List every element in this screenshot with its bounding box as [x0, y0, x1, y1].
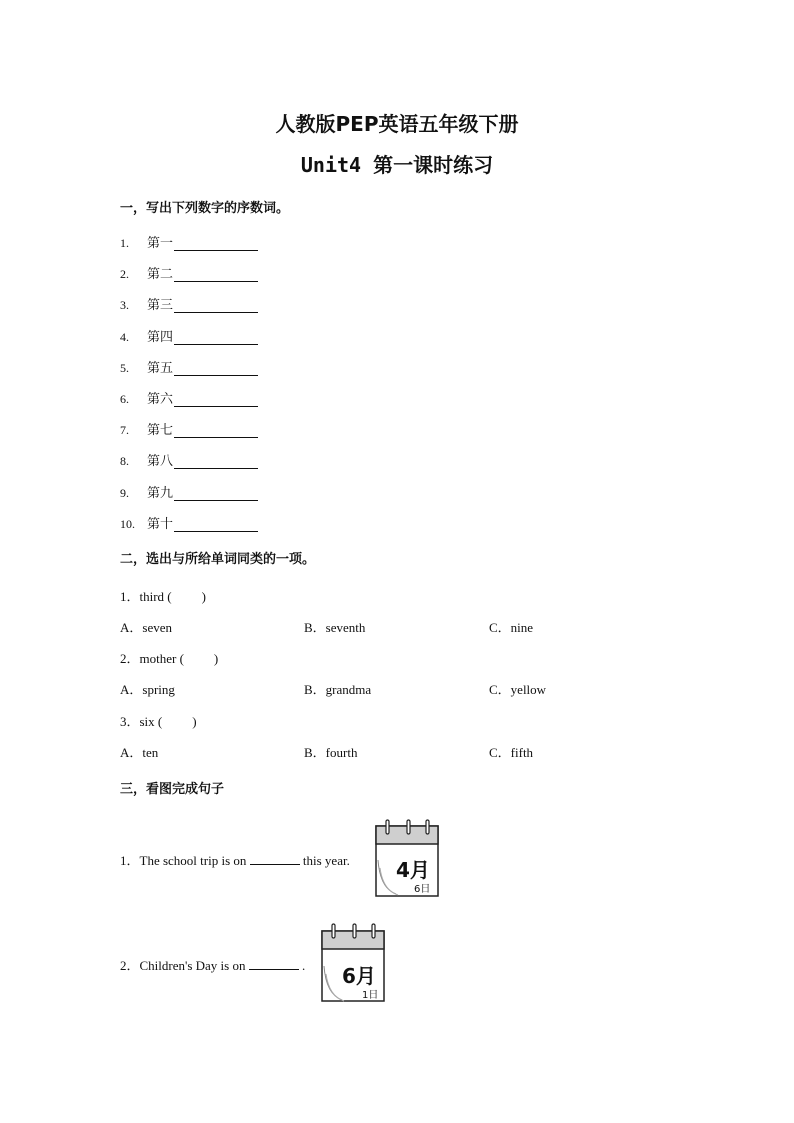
item-number: 1.: [120, 236, 129, 250]
question-stem: 3．six (: [120, 713, 163, 729]
ordinal-item: [120, 513, 258, 532]
option-c[interactable]: C．nine: [489, 620, 534, 635]
calendar-day: 1日: [362, 990, 379, 1001]
option-b[interactable]: B．fourth: [304, 744, 358, 760]
section2-heading: 二，选出与所给单词同类的一项。: [120, 552, 316, 567]
choice-question-stem: [120, 586, 206, 605]
question-stem: 2．mother (: [120, 651, 184, 667]
ordinal-item: [120, 294, 258, 313]
calendar-day: 6日: [414, 884, 431, 895]
ordinal-item: [120, 326, 258, 345]
item-prompt: 第十: [147, 516, 174, 532]
option-a[interactable]: A．spring: [120, 682, 175, 698]
item-prompt: 第四: [147, 329, 174, 345]
question-stem: 1．third (: [120, 589, 172, 604]
choice-question-stem: [120, 711, 197, 730]
answer-blank[interactable]: [174, 300, 258, 313]
ordinal-item: [120, 450, 258, 469]
item-prompt: 第一: [147, 236, 174, 251]
item-number: 5.: [120, 360, 129, 375]
calendar-image-1: [374, 818, 442, 902]
ordinal-item: [120, 232, 258, 251]
ordinal-item: [120, 419, 258, 438]
item-prompt: 第六: [147, 392, 174, 407]
question-text-after: this year.: [302, 853, 350, 868]
option-c[interactable]: C．yellow: [489, 682, 547, 698]
answer-blank[interactable]: [174, 238, 258, 251]
picture-question-1: [120, 850, 350, 869]
item-number: 9.: [120, 485, 129, 500]
paren-close: ): [201, 589, 206, 604]
option-b[interactable]: B．grandma: [304, 682, 372, 698]
ordinal-item: [120, 388, 258, 407]
paren-close: ): [192, 713, 197, 729]
question-text-after: .: [301, 958, 306, 973]
option-a[interactable]: A．ten: [120, 744, 159, 760]
item-number: 10.: [120, 516, 135, 531]
answer-blank[interactable]: [174, 269, 258, 282]
answer-blank[interactable]: [174, 519, 258, 532]
ordinal-item: [120, 357, 258, 376]
answer-blank[interactable]: [174, 488, 258, 501]
item-number: 7.: [120, 423, 129, 438]
answer-blank[interactable]: [174, 425, 258, 438]
calendar-image-2: [320, 922, 388, 1008]
section1-heading: 一，写出下列数字的序数词。: [120, 201, 290, 216]
item-prompt: 第二: [147, 267, 174, 283]
answer-blank[interactable]: [174, 456, 258, 469]
item-prompt: 第七: [147, 423, 174, 439]
option-b[interactable]: B．seventh: [304, 620, 366, 635]
item-number: 3.: [120, 298, 129, 313]
answer-blank[interactable]: [174, 332, 258, 345]
item-prompt: 第八: [147, 454, 174, 470]
item-prompt: 第九: [147, 485, 174, 501]
question-text-before: 1．The school trip is on: [120, 853, 247, 868]
item-number: 2.: [120, 267, 129, 282]
answer-blank[interactable]: [249, 958, 299, 970]
page-title: 人教版PEP英语五年级下册: [275, 112, 519, 136]
answer-blank[interactable]: [174, 363, 258, 376]
calendar-month: 6月: [342, 964, 376, 988]
ordinal-item: [120, 263, 258, 282]
picture-question-2: [120, 955, 305, 974]
ordinal-item: [120, 482, 258, 501]
section3-heading: 三，看图完成句子: [120, 782, 225, 797]
choice-question-stem: [120, 648, 218, 667]
calendar-month: 4月: [396, 858, 430, 882]
item-number: 4.: [120, 329, 129, 344]
page-subtitle: Unit4 第一课时练习: [300, 153, 494, 177]
option-a[interactable]: A．seven: [120, 620, 172, 635]
question-text-before: 2．Children's Day is on: [120, 958, 246, 973]
answer-blank[interactable]: [174, 394, 258, 407]
answer-blank[interactable]: [250, 853, 300, 865]
paren-close: ): [213, 651, 219, 667]
item-prompt: 第五: [147, 360, 174, 376]
item-number: 8.: [120, 454, 129, 469]
item-prompt: 第三: [147, 298, 174, 314]
item-number: 6.: [120, 392, 129, 406]
option-c[interactable]: C．fifth: [489, 744, 534, 760]
